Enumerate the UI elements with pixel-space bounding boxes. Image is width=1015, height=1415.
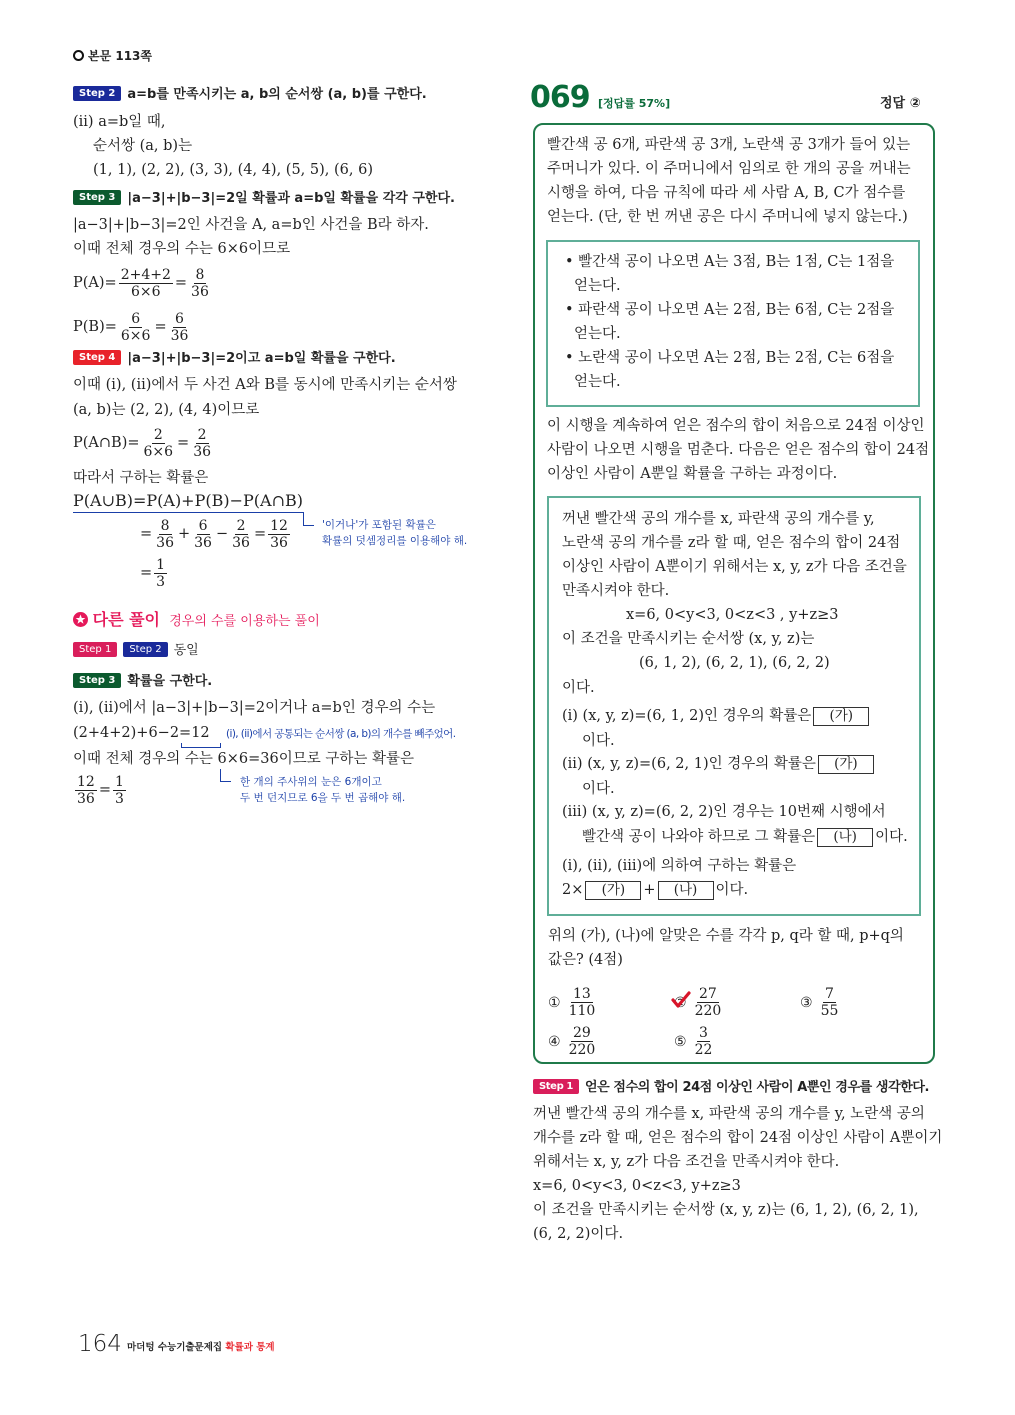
problem-text: 이상인 사람이 A뿐일 확률을 구하는 과정이다.: [547, 466, 838, 482]
text-line: (ii) a=b일 때,: [73, 114, 166, 130]
solution-step1-heading: Step 1 얻은 점수의 합이 24점 이상인 사람이 A뿐인 경우를 생각한다.: [533, 1078, 929, 1098]
alt-step12: Step 1 Step 2 동일: [73, 641, 199, 661]
tuples: (6, 1, 2), (6, 2, 1), (6, 2, 2): [639, 655, 830, 671]
solution-line: (6, 2, 2)이다.: [533, 1226, 624, 1242]
text-line: 이때 (i), (ii)에서 두 사건 A와 B를 동시에 만족시키는 순서쌍: [73, 377, 457, 393]
choice-3[interactable]: ③ 7 55: [800, 986, 839, 1019]
process-line: 이상인 사람이 A뿐이기 위해서는 x, y, z가 다음 조건을: [562, 559, 907, 575]
formula-result: = $\frac{1}{3}$: [140, 556, 166, 590]
union-formula: P(A∪B)=P(A)+P(B)−P(A∩B): [73, 491, 303, 513]
rule-line: • 노란색 공이 나오면 A는 2점, B는 2점, C는 6점을: [565, 350, 895, 366]
rule-line: • 파란색 공이 나오면 A는 2점, B는 6점, C는 2점을: [565, 302, 895, 318]
blank-na: (나): [817, 828, 873, 847]
text-line: 이때 전체 경우의 수는 6×6이므로: [73, 241, 291, 257]
book-title: 마더텅 수능기출문제집 확률과 통계: [127, 1342, 275, 1353]
question-text: 값은? (4점): [548, 952, 623, 968]
final-expression: 2× (가) + (나) 이다.: [562, 882, 749, 898]
condition: x=6, 0<y<3, 0<z<3 , y+z≥3: [626, 607, 839, 623]
note-common-pairs: (i), (ii)에서 공통되는 순서쌍 (a, b)의 개수를 빼주었어.: [226, 728, 456, 740]
alt-solution-heading: 다른 풀이 경우의 수를 이용하는 풀이: [73, 610, 320, 632]
circle-bullet-icon: [73, 50, 84, 61]
step2-heading: Step 2 a=b를 만족시키는 a, b의 순서쌍 (a, b)를 구한다.: [73, 85, 427, 105]
problem-text: 사람이 나오면 시행을 멈춘다. 다음은 얻은 점수의 합이 24점: [547, 442, 930, 458]
text-line: 따라서 구하는 확률은: [73, 470, 209, 486]
arrow-connector: [303, 512, 314, 526]
choice-5[interactable]: ⑤ 3 22: [674, 1025, 713, 1058]
process-line: 이 조건을 만족시키는 순서쌍 (x, y, z)는: [562, 631, 815, 647]
solution-line: 개수를 z라 할 때, 얻은 점수의 합이 24점 이상인 사람이 A뿐이기: [533, 1130, 943, 1146]
step4-heading: Step 4 |a−3|+|b−3|=2이고 a=b일 확률을 구한다.: [73, 349, 396, 369]
solution-line: x=6, 0<y<3, 0<z<3, y+z≥3: [533, 1178, 741, 1194]
step2-badge: Step 2: [73, 86, 121, 101]
checkmark-icon: [671, 991, 691, 1009]
text-line: 순서쌍 (a, b)는: [93, 138, 193, 154]
blank-ga: (가): [818, 755, 874, 774]
rule-line: 얻는다.: [574, 278, 621, 294]
case-2: (ii) (x, y, z)=(6, 2, 1)인 경우의 확률은 (가): [562, 754, 876, 774]
alt-step3: Step 3 확률을 구한다.: [73, 672, 212, 692]
problem-text: 이 시행을 계속하여 얻은 점수의 합이 처음으로 24점 이상인: [547, 418, 925, 434]
page-reference: 본문 113쪽: [73, 46, 152, 66]
solution-line: 이 조건을 만족시키는 순서쌍 (x, y, z)는 (6, 1, 2), (6, 2, 1),: [533, 1202, 919, 1218]
formula-pab: P(A∩B)= $\frac{2}{6\times 6}$ = $\frac{2}{36}$: [73, 426, 212, 460]
process-line: (i), (ii), (iii)에 의하여 구하는 확률은: [562, 858, 797, 874]
formula-pb: P(B)= $\frac{6}{6\times 6}$ = $\frac{6}{36}$: [73, 310, 189, 344]
choice-1[interactable]: ① 13 110: [548, 986, 596, 1019]
text-line: 이때 전체 경우의 수는 6×6=36이므로 구하는 확률은: [73, 751, 414, 767]
process-line: 꺼낸 빨간색 공의 개수를 x, 파란색 공의 개수를 y,: [562, 511, 875, 527]
question-text: 위의 (가), (나)에 알맞은 수를 각각 p, q라 할 때, p+q의: [548, 928, 904, 944]
formula-sum: = $\frac{8}{36}$ + $\frac{6}{36}$ − $\frac{2}{36}$ = $\frac{12}{36}$: [140, 517, 288, 551]
process-line: 이다.: [582, 733, 615, 749]
step3-badge: Step 3: [73, 190, 121, 205]
text-line: (2+4+2)+6−2=12: [73, 725, 210, 741]
choice-2[interactable]: ② 27 220: [674, 986, 725, 1019]
case-3: (iii) (x, y, z)=(6, 2, 2)인 경우는 10번째 시행에서: [562, 804, 886, 820]
rule-line: 얻는다.: [574, 326, 621, 342]
note-addition-rule: '이거나'가 포함된 확률은 확률의 덧셈정리를 이용해야 해.: [322, 519, 468, 547]
formula-alt-result: $\frac{12}{36}$ = $\frac{1}{3}$: [77, 773, 124, 807]
problem-text: 얻는다. (단, 한 번 꺼낸 공은 다시 주머니에 넣지 않는다.): [547, 209, 908, 225]
formula-pa: P(A)= $\frac{2+4+2}{6\times 6}$ = $\frac{8}{36}$: [73, 266, 209, 300]
answer-label: 정답 ②: [880, 96, 921, 111]
problem-text: 시행을 하여, 다음 규칙에 따라 세 사람 A, B, C가 점수를: [547, 185, 906, 201]
choice-4[interactable]: ④ 29 220: [548, 1025, 596, 1058]
step3-heading: Step 3 |a−3|+|b−3|=2일 확률과 a=b일 확률을 각각 구한다.: [73, 189, 455, 209]
text-line: |a−3|+|b−3|=2인 사건을 A, a=b인 사건을 B라 하자.: [73, 217, 429, 233]
star-circle-icon: [73, 612, 88, 627]
arrow-connector: [220, 769, 231, 782]
page-number: 164: [78, 1331, 122, 1357]
text-line: (a, b)는 (2, 2), (4, 4)이므로: [73, 402, 260, 418]
note-dice: 한 개의 주사위의 눈은 6개이고 두 번 던지므로 6을 두 번 곱해야 해.: [240, 776, 406, 804]
problem-text: 빨간색 공 6개, 파란색 공 3개, 노란색 공 3개가 들어 있는: [547, 137, 911, 153]
process-line: 이다.: [582, 781, 615, 797]
solution-line: 꺼낸 빨간색 공의 개수를 x, 파란색 공의 개수를 y, 노란색 공의: [533, 1106, 925, 1122]
problem-text: 주머니가 있다. 이 주머니에서 임의로 한 개의 공을 꺼내는: [547, 161, 911, 177]
process-line: 노란색 공의 개수를 z라 할 때, 얻은 점수의 합이 24점: [562, 535, 901, 551]
case-1: (i) (x, y, z)=(6, 1, 2)인 경우의 확률은 (가): [562, 706, 871, 726]
text-line: (1, 1), (2, 2), (3, 3), (4, 4), (5, 5), (6, 6): [93, 162, 373, 178]
arrow-connector: [181, 743, 221, 748]
solution-line: 위해서는 x, y, z가 다음 조건을 만족시켜야 한다.: [533, 1154, 840, 1170]
blank-ga: (가): [813, 707, 869, 726]
case-3b: 빨간색 공이 나와야 하므로 그 확률은 (나) 이다.: [582, 829, 908, 845]
text-line: (i), (ii)에서 |a−3|+|b−3|=2이거나 a=b인 경우의 수는: [73, 700, 436, 716]
rule-line: • 빨간색 공이 나오면 A는 3점, B는 1점, C는 1점을: [565, 254, 895, 270]
step4-badge: Step 4: [73, 350, 121, 365]
process-line: 이다.: [562, 680, 595, 696]
rule-line: 얻는다.: [574, 374, 621, 390]
process-line: 만족시켜야 한다.: [562, 583, 670, 599]
problem-number: 069: [530, 80, 590, 115]
correct-rate: [정답률 57%]: [598, 97, 671, 110]
